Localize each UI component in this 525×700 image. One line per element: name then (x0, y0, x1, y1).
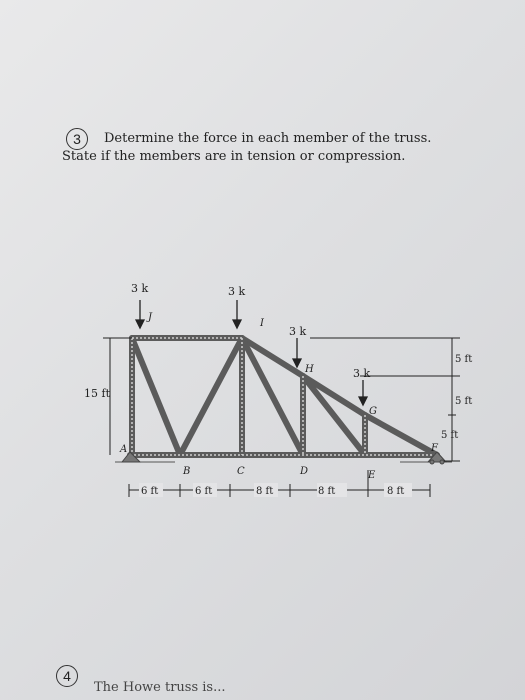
problem-statement-line1: Determine the force in each member of the truss. (104, 131, 432, 146)
next-problem-number: 4 (56, 665, 78, 687)
joint-label-c: C (237, 466, 245, 477)
height-label: 15 ft (84, 387, 110, 400)
load-label-h: 3 k (289, 325, 307, 338)
member-HG (303, 376, 365, 415)
problem-number: 3 (66, 128, 88, 150)
member-BI (180, 338, 242, 455)
problem-statement-line2: State if the members are in tension or compression. (62, 149, 406, 164)
joint-label-g: G (369, 406, 377, 417)
truss-members (130, 338, 437, 455)
bottom-dim-3: 8 ft (256, 486, 274, 497)
joint-label-j: J (148, 312, 153, 323)
joint-label-b: B (183, 466, 191, 477)
next-problem-text: The Howe truss is... (94, 680, 226, 695)
bottom-dim-2: 6 ft (195, 486, 213, 497)
member-JB (132, 338, 180, 455)
member-HE (303, 376, 365, 455)
joint-label-d: D (300, 466, 309, 477)
load-label-j: 3 k (131, 282, 149, 295)
load-label-g: 3 k (353, 367, 371, 380)
member-GF (365, 415, 437, 455)
right-dim-3: 5 ft (441, 430, 459, 441)
joint-label-a: A (120, 444, 128, 455)
joint-label-h: H (305, 364, 314, 375)
joint-label-f: F (431, 443, 438, 454)
bottom-dim-4: 8 ft (318, 486, 336, 497)
right-dim-2: 5 ft (455, 396, 473, 407)
joint-label-e: E (368, 470, 376, 481)
bottom-dim-5: 8 ft (387, 486, 405, 497)
joint-label-i: I (260, 318, 264, 329)
right-dim-1: 5 ft (455, 354, 473, 365)
bottom-dim-1: 6 ft (141, 486, 159, 497)
load-label-i: 3 k (228, 285, 246, 298)
